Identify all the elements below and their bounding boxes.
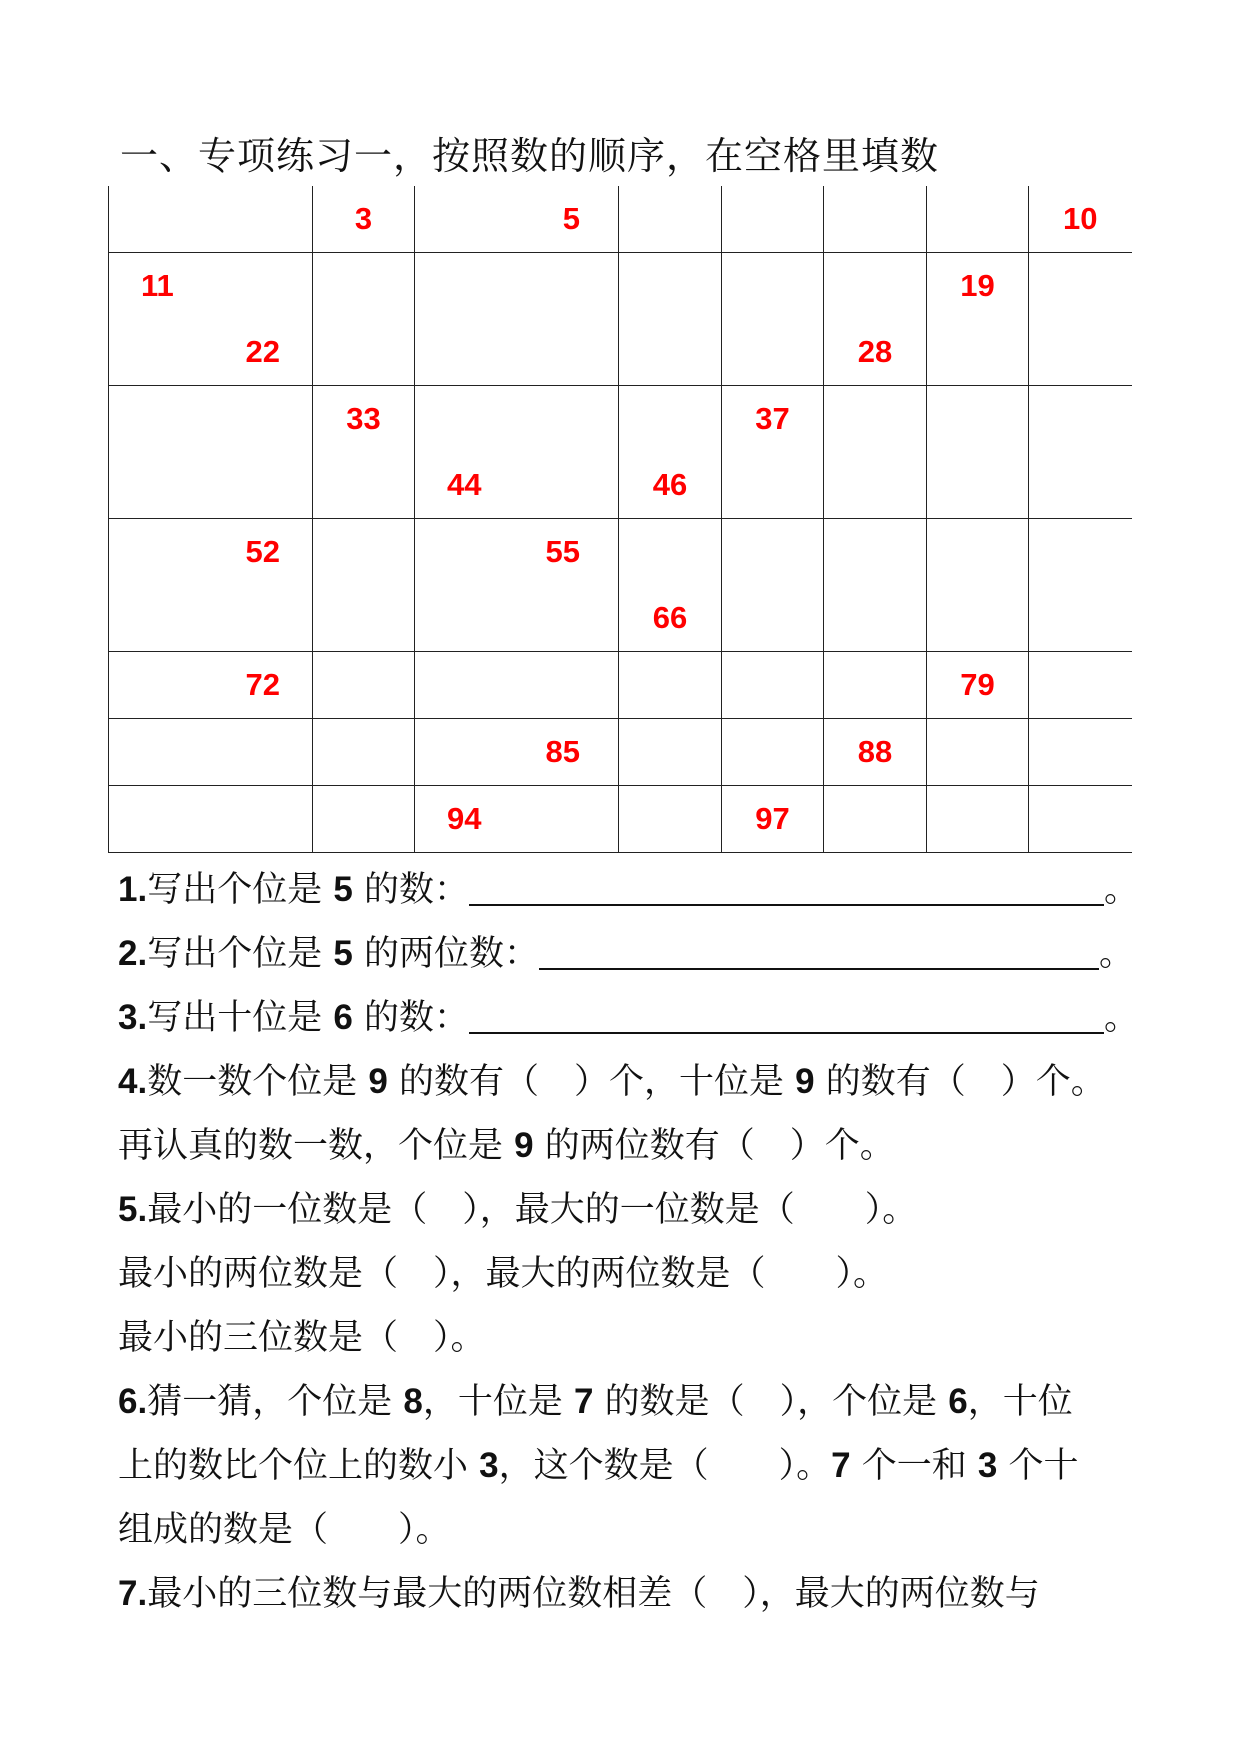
grid-cell[interactable] <box>619 786 722 853</box>
question-digit: 6 <box>333 998 353 1037</box>
question-end: 。 <box>1103 998 1139 1038</box>
grid-cell <box>824 253 927 386</box>
question-text: 再认真的数一数，个位是 <box>118 1126 504 1166</box>
grid-cell[interactable] <box>722 652 824 719</box>
question-5-line-1 <box>118 1182 917 1232</box>
question-text: 的数： <box>363 870 469 910</box>
grid-cell[interactable] <box>927 519 1029 652</box>
question-text: 的两位数有（ ）个。 <box>544 1126 895 1166</box>
grid-cell[interactable] <box>722 519 824 652</box>
grid-cell[interactable] <box>109 719 313 786</box>
question-digit: 3 <box>479 1446 499 1485</box>
number-grid <box>108 186 1132 853</box>
grid-cell: 10 <box>1029 186 1132 253</box>
grid-cell[interactable] <box>927 386 1029 519</box>
grid-cell[interactable] <box>824 386 927 519</box>
grid-cell: 5 <box>415 186 619 253</box>
grid-cell[interactable] <box>313 652 415 719</box>
question-text: 上的数比个位上的数小 <box>118 1446 469 1486</box>
grid-number: 46 <box>652 467 688 502</box>
grid-cell[interactable] <box>1029 652 1132 719</box>
grid-cell <box>927 253 1029 386</box>
grid-cell[interactable] <box>1029 253 1132 386</box>
answer-blank[interactable] <box>469 904 1104 906</box>
grid-cell <box>109 253 313 386</box>
grid-cell[interactable] <box>927 719 1029 786</box>
grid-number: 11 <box>141 268 174 303</box>
question-digit: 9 <box>795 1062 815 1101</box>
grid-row <box>109 652 1132 719</box>
grid-cell[interactable] <box>415 652 619 719</box>
question-4-line-2 <box>118 1118 895 1168</box>
grid-number: 22 <box>245 334 280 369</box>
grid-cell: 94 <box>415 786 619 853</box>
grid-cell[interactable] <box>109 786 313 853</box>
question-digit: 7 <box>831 1446 851 1485</box>
question-text: 组成的数是（ ）。 <box>118 1510 451 1550</box>
question-text: 的数是（ ），个位是 <box>604 1382 938 1422</box>
grid-number: 55 <box>545 534 580 569</box>
grid-cell[interactable] <box>1029 719 1132 786</box>
grid-cell[interactable] <box>619 186 722 253</box>
question-text: ，十位 <box>967 1382 1073 1422</box>
grid-cell[interactable] <box>824 186 927 253</box>
question-number: 4. <box>118 1062 148 1101</box>
question-text: 最小的三位数与最大的两位数相差（ ），最大的两位数与 <box>147 1574 1040 1614</box>
grid-cell <box>619 519 722 652</box>
grid-cell[interactable] <box>1029 786 1132 853</box>
grid-cell: 3 <box>313 186 415 253</box>
question-2 <box>118 926 1134 976</box>
grid-cell[interactable] <box>927 786 1029 853</box>
grid-cell[interactable] <box>313 519 415 652</box>
grid-number: 52 <box>245 534 280 569</box>
question-number: 5. <box>118 1190 148 1229</box>
question-text: 最小的一位数是（ ），最大的一位数是（ ）。 <box>147 1190 918 1230</box>
answer-blank[interactable] <box>539 968 1099 970</box>
grid-cell[interactable] <box>109 186 313 253</box>
question-digit: 9 <box>368 1062 388 1101</box>
question-number: 3. <box>118 998 148 1037</box>
grid-cell: 97 <box>722 786 824 853</box>
grid-cell[interactable] <box>722 719 824 786</box>
question-text: 数一数个位是 <box>147 1062 358 1102</box>
question-text: ，这个数是（ ）。 <box>498 1446 832 1486</box>
grid-cell[interactable] <box>722 253 824 386</box>
grid-cell[interactable] <box>313 253 415 386</box>
grid-row <box>109 186 1132 253</box>
question-end: 。 <box>1098 934 1134 974</box>
grid-number: 66 <box>652 600 688 635</box>
question-6-line-1 <box>118 1374 1073 1424</box>
question-text: 写出个位是 <box>147 934 323 974</box>
grid-cell <box>722 386 824 519</box>
grid-cell: 72 <box>109 652 313 719</box>
grid-cell[interactable] <box>619 652 722 719</box>
grid-cell <box>415 386 619 519</box>
grid-cell[interactable] <box>619 719 722 786</box>
grid-cell[interactable] <box>1029 519 1132 652</box>
question-text: 的数有（ ）个，十位是 <box>398 1062 784 1102</box>
grid-row <box>109 253 1132 386</box>
grid-cell: 79 <box>927 652 1029 719</box>
question-number: 2. <box>118 934 148 973</box>
question-text: ，十位是 <box>422 1382 563 1422</box>
question-4-line-1 <box>118 1054 1106 1104</box>
grid-number: 33 <box>346 401 381 436</box>
grid-cell[interactable] <box>415 253 619 386</box>
question-1 <box>118 862 1139 912</box>
question-5-line-3 <box>118 1310 486 1360</box>
question-text: 写出十位是 <box>147 998 323 1038</box>
question-digit: 8 <box>403 1382 423 1421</box>
question-digit: 5 <box>333 870 353 909</box>
question-text: 的数： <box>363 998 469 1038</box>
question-digit: 5 <box>333 934 353 973</box>
grid-cell[interactable] <box>722 186 824 253</box>
question-number: 6. <box>118 1382 148 1421</box>
grid-cell[interactable] <box>313 786 415 853</box>
grid-number: 37 <box>755 401 790 436</box>
grid-cell[interactable] <box>619 253 722 386</box>
grid-cell[interactable] <box>824 519 927 652</box>
grid-cell[interactable] <box>824 786 927 853</box>
grid-cell[interactable] <box>313 719 415 786</box>
grid-cell <box>619 386 722 519</box>
answer-blank[interactable] <box>469 1032 1104 1034</box>
question-text: 的两位数： <box>363 934 539 974</box>
grid-cell[interactable] <box>824 652 927 719</box>
grid-cell <box>415 519 619 652</box>
question-digit: 7 <box>573 1382 594 1421</box>
question-3 <box>118 990 1139 1040</box>
question-number: 7. <box>118 1574 148 1613</box>
grid-row <box>109 386 1132 519</box>
question-text: 猜一猜，个位是 <box>147 1382 393 1422</box>
question-digit: 6 <box>948 1382 968 1421</box>
question-6-line-3 <box>118 1502 451 1552</box>
question-6-line-2 <box>118 1438 1079 1488</box>
question-text: 个十 <box>1008 1446 1079 1486</box>
question-digit: 3 <box>977 1446 998 1485</box>
grid-row <box>109 719 1132 786</box>
grid-cell[interactable] <box>1029 386 1132 519</box>
question-7-line-1 <box>118 1566 1040 1616</box>
question-text: 写出个位是 <box>147 870 323 910</box>
question-text: 最小的两位数是（ ），最大的两位数是（ ）。 <box>118 1254 889 1294</box>
grid-row <box>109 519 1132 652</box>
grid-cell <box>313 386 415 519</box>
grid-row <box>109 786 1132 853</box>
grid-cell: 85 <box>415 719 619 786</box>
grid-cell[interactable] <box>109 386 313 519</box>
question-text: 的数有（ ）个。 <box>825 1062 1106 1102</box>
question-text: 最小的三位数是（ ）。 <box>118 1318 486 1358</box>
grid-number: 19 <box>960 268 995 303</box>
question-number: 1. <box>118 870 148 909</box>
question-text: 个一和 <box>861 1446 967 1486</box>
grid-cell[interactable] <box>927 186 1029 253</box>
grid-number: 28 <box>857 334 893 369</box>
grid-cell <box>109 519 313 652</box>
question-digit: 9 <box>514 1126 534 1165</box>
question-5-line-2 <box>118 1246 888 1296</box>
grid-number: 44 <box>447 467 482 502</box>
grid-cell: 88 <box>824 719 927 786</box>
question-end: 。 <box>1103 870 1139 910</box>
section-title: 一、专项练习一，按照数的顺序，在空格里填数 <box>120 134 940 178</box>
